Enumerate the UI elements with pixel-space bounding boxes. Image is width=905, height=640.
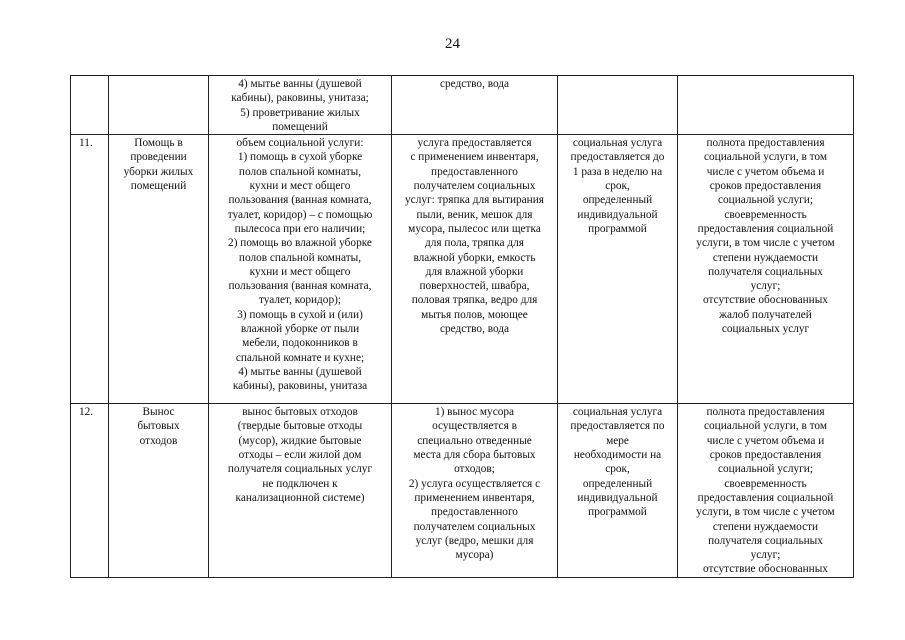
cell-line: туалет, коридор) – с помощью: [227, 208, 373, 221]
cell-line: поверхностей, швабра,: [419, 280, 530, 293]
cell-line: определенный: [582, 194, 653, 207]
cell-line: отходов: [139, 434, 178, 447]
cell-line: услуг (ведро, мешки для: [415, 534, 534, 547]
table-row: [71, 76, 854, 135]
service-content-cell: [209, 135, 392, 404]
service-quality-cell: [678, 76, 854, 135]
cell-line: числе с учетом объема и: [706, 434, 825, 447]
cell-line: мытья полов, моющее: [421, 308, 528, 321]
cell-line: кухни и мест общего: [249, 180, 351, 193]
cell-line: индивидуальной: [577, 208, 658, 221]
cell-line: социальной услуги;: [718, 463, 813, 476]
cell-line: своевременность: [724, 208, 807, 221]
cell-line: кухни и мест общего: [249, 265, 351, 278]
cell-line: мусора): [455, 549, 494, 562]
service-conditions-cell: [392, 404, 558, 578]
cell-line: предоставляется по: [570, 420, 665, 433]
cell-line: объем социальной услуги:: [236, 137, 364, 150]
cell-line: степени нуждаемости: [712, 520, 819, 533]
cell-line: осуществляется в: [432, 420, 517, 433]
cell-line: услуги, в том числе с учетом: [696, 237, 835, 250]
cell-line: отсутствие обоснованных: [703, 294, 828, 307]
cell-line: необходимости на: [573, 449, 662, 462]
cell-line: помещений: [130, 180, 187, 193]
cell-line: предоставленного: [431, 506, 518, 519]
service-content-cell: [209, 76, 392, 135]
cell-line: услуга предоставляется: [417, 137, 532, 150]
cell-line: срок,: [605, 463, 630, 476]
cell-line: программой: [588, 506, 647, 519]
cell-line: 4) мытье ванны (душевой: [238, 365, 362, 378]
cell-line: проведении: [130, 151, 187, 164]
cell-line: уборки жилых: [123, 165, 194, 178]
cell-line: социальной услуги;: [718, 194, 813, 207]
cell-line: 4) мытье ванны (душевой: [238, 78, 362, 90]
cell-line: услуг;: [750, 280, 781, 293]
cell-line: сроков предоставления: [709, 180, 822, 193]
cell-line: (мусор), жидкие бытовые: [238, 434, 362, 447]
table-row: [71, 404, 854, 578]
service-conditions-cell: [392, 76, 558, 135]
cell-line: социальная услуга: [572, 137, 663, 150]
cell-line: социальной услуги, в том: [703, 420, 828, 433]
cell-line: полнота предоставления: [706, 406, 825, 419]
service-timing-cell: [558, 404, 678, 578]
services-table: [70, 75, 854, 578]
row-number-cell: [71, 404, 109, 578]
cell-line: пыли, веник, мешок для: [416, 208, 533, 221]
cell-line: получателя социальных услуг: [227, 463, 373, 476]
service-name-cell: [109, 404, 209, 578]
cell-line: для влажной уборки: [425, 265, 524, 278]
row-number-cell: [71, 76, 109, 135]
cell-line: определенный: [582, 477, 653, 490]
cell-line: полнота предоставления: [706, 137, 825, 150]
cell-line: бытовых: [137, 420, 180, 433]
cell-line: Помощь в: [134, 137, 183, 150]
cell-line: места для сбора бытовых: [413, 449, 536, 462]
cell-line: предоставляется до: [570, 151, 665, 164]
cell-line: социальной услуги, в том: [703, 151, 828, 164]
cell-line: кабины), раковины, унитаза;: [231, 92, 369, 105]
cell-line: предоставленного: [431, 165, 518, 178]
cell-line: (твердые бытовые отходы: [237, 420, 363, 433]
cell-line: жалоб получателей: [719, 308, 812, 321]
cell-line: отсутствие обоснованных: [703, 563, 828, 576]
cell-line: полов спальной комнаты,: [238, 165, 362, 178]
row-number: 11.: [79, 137, 93, 150]
cell-line: пользования (ванная комната,: [228, 194, 372, 207]
cell-line: пользования (ванная комната,: [228, 280, 372, 293]
cell-line: программой: [588, 222, 647, 235]
cell-line: специально отведенные: [417, 434, 532, 447]
cell-line: числе с учетом объема и: [706, 165, 825, 178]
cell-line: социальная услуга: [572, 406, 663, 419]
cell-line: услуги, в том числе с учетом: [696, 506, 835, 519]
cell-line: 1) помощь в сухой уборке: [237, 151, 363, 164]
cell-line: вынос бытовых отходов: [242, 406, 358, 419]
cell-line: половая тряпка, ведро для: [411, 294, 538, 307]
service-conditions-cell: [392, 135, 558, 404]
cell-line: 2) помощь во влажной уборке: [228, 237, 372, 250]
service-quality-cell: [678, 135, 854, 404]
cell-line: 5) проветривание жилых: [240, 106, 360, 119]
cell-line: 3) помощь в сухой и (или): [237, 308, 363, 321]
cell-line: туалет, коридор);: [259, 294, 341, 307]
cell-line: 1) вынос мусора: [434, 406, 515, 419]
row-number-cell: [71, 135, 109, 404]
service-quality-cell: [678, 404, 854, 578]
cell-line: влажной уборки, емкость: [413, 251, 536, 264]
cell-line: канализационной системе): [235, 491, 365, 504]
cell-line: 1 раза в неделю на: [572, 165, 663, 178]
cell-line: для пола, тряпка для: [425, 237, 524, 250]
table-row: [71, 135, 854, 404]
cell-line: срок,: [605, 180, 630, 193]
cell-line: сроков предоставления: [709, 449, 822, 462]
cell-line: мусора, пылесос или щетка: [408, 222, 541, 235]
cell-line: помещений: [272, 120, 328, 133]
service-name-cell: [109, 76, 209, 135]
cell-line: отходов;: [454, 463, 495, 476]
cell-line: индивидуальной: [577, 491, 658, 504]
cell-line: Вынос: [142, 406, 175, 419]
cell-line: получателя социальных: [708, 265, 823, 278]
service-timing-cell: [558, 135, 678, 404]
cell-line: средство, вода: [439, 78, 510, 90]
cell-line: с применением инвентаря,: [410, 151, 539, 164]
cell-line: спальной комнате и кухне;: [235, 351, 365, 364]
cell-line: предоставления социальной: [697, 222, 834, 235]
service-name-cell: [109, 135, 209, 404]
cell-line: пылесоса при его наличии;: [234, 222, 366, 235]
cell-line: полов спальной комнаты,: [238, 251, 362, 264]
cell-line: своевременность: [724, 477, 807, 490]
cell-line: степени нуждаемости: [712, 251, 819, 264]
page-number: 24: [445, 36, 460, 52]
row-number: 12.: [79, 406, 94, 419]
cell-line: средство, вода: [439, 323, 510, 336]
cell-line: получателем социальных: [413, 520, 536, 533]
cell-line: кабины), раковины, унитаза: [232, 380, 368, 393]
cell-line: социальных услуг: [721, 323, 810, 336]
service-timing-cell: [558, 76, 678, 135]
cell-line: применением инвентаря,: [414, 491, 535, 504]
cell-line: предоставления социальной: [697, 491, 834, 504]
cell-line: отходы – если жилой дом: [238, 449, 362, 462]
cell-line: услуг: тряпка для вытирания: [405, 194, 544, 207]
cell-line: получателя социальных: [708, 534, 823, 547]
cell-line: 2) услуга осуществляется с: [408, 477, 541, 490]
cell-line: мебели, подоконников в: [242, 337, 358, 350]
cell-line: услуг;: [750, 549, 781, 562]
cell-line: влажной уборке от пыли: [240, 323, 360, 336]
service-content-cell: [209, 404, 392, 578]
cell-line: мере: [606, 434, 629, 447]
cell-line: получателем социальных: [413, 180, 536, 193]
cell-line: не подключен к: [262, 477, 338, 490]
